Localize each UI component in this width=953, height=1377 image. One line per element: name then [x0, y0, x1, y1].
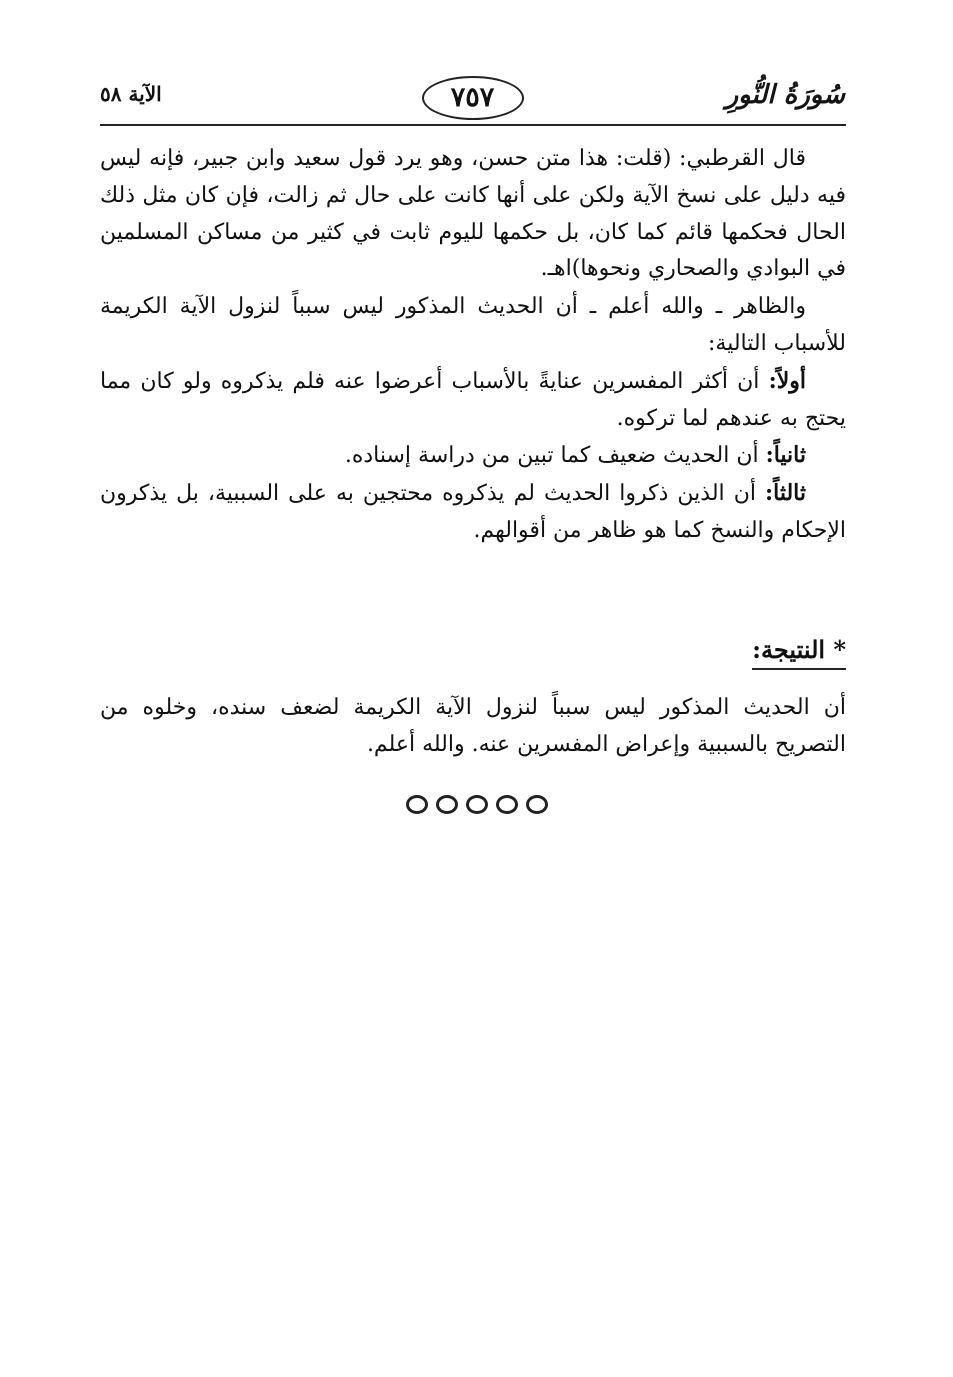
- paragraph-reason-first: [100, 363, 846, 438]
- result-text: أن الحديث المذكور ليس سبباً لنزول الآية الكريمة لضعف سنده، وخلوه من التصريح بالسببية وإعراض المفسرين عنه. والله أعلم.: [100, 695, 846, 757]
- surah-name: سُورَةُ النُّورِ: [725, 80, 845, 110]
- paragraph-text: أن الذين ذكروا الحديث لم يذكروه محتجين به على السببية، بل يذكرون الإحكام والنسخ كما هو ظاهر من أقوالهم.: [100, 481, 846, 543]
- page-header: [100, 78, 845, 128]
- ring-icon: [526, 795, 548, 814]
- paragraph-text: أن الحديث ضعيف كما تبين من دراسة إسناده.: [344, 443, 766, 469]
- main-text: [100, 140, 846, 550]
- header-divider: [100, 124, 846, 126]
- paragraph-text: أن أكثر المفسرين عنايةً بالأسباب أعرضوا عنه فلم يذكروه ولو كان مما يحتج به عندهم لما تركوه.: [100, 368, 846, 431]
- paragraph-qurtubi-quote: [100, 140, 846, 288]
- ayah-reference: الآية ٥٨: [100, 82, 162, 106]
- result-heading: * النتيجة:: [752, 635, 846, 670]
- end-ornament: [406, 795, 548, 814]
- page-number: ٧٥٧: [422, 76, 524, 120]
- paragraph-text: قال القرطبي: (قلت: هذا متن حسن، وهو يرد قول سعيد وابن جبير، فإنه ليس فيه دليل على نسخ الآية ولكن على أنها كانت على حال ثم زالت، فإن كان مثل ذلك الحال فحكمها قائم كما كان، بل حكمها لليوم ثابت في كثير من مساكن المسلمين في البوادي والصحاري ونحوها)اهـ.: [100, 146, 846, 282]
- ring-icon: [406, 795, 428, 814]
- paragraph-text: والظاهر ـ والله أعلم ـ أن الحديث المذكور ليس سبباً لنزول الآية الكريمة للأسباب التالية:: [100, 294, 846, 356]
- ring-icon: [436, 795, 458, 814]
- ring-icon: [496, 795, 518, 814]
- ring-icon: [466, 795, 488, 814]
- paragraph-reason-third: [100, 475, 846, 550]
- paragraph-lead: ثالثاً:: [765, 480, 806, 507]
- paragraph-conclusion-intro: [100, 288, 846, 363]
- paragraph-lead: ثانياً:: [765, 442, 806, 469]
- paragraph-lead: أولاً:: [768, 367, 806, 394]
- paragraph-reason-second: [100, 437, 846, 475]
